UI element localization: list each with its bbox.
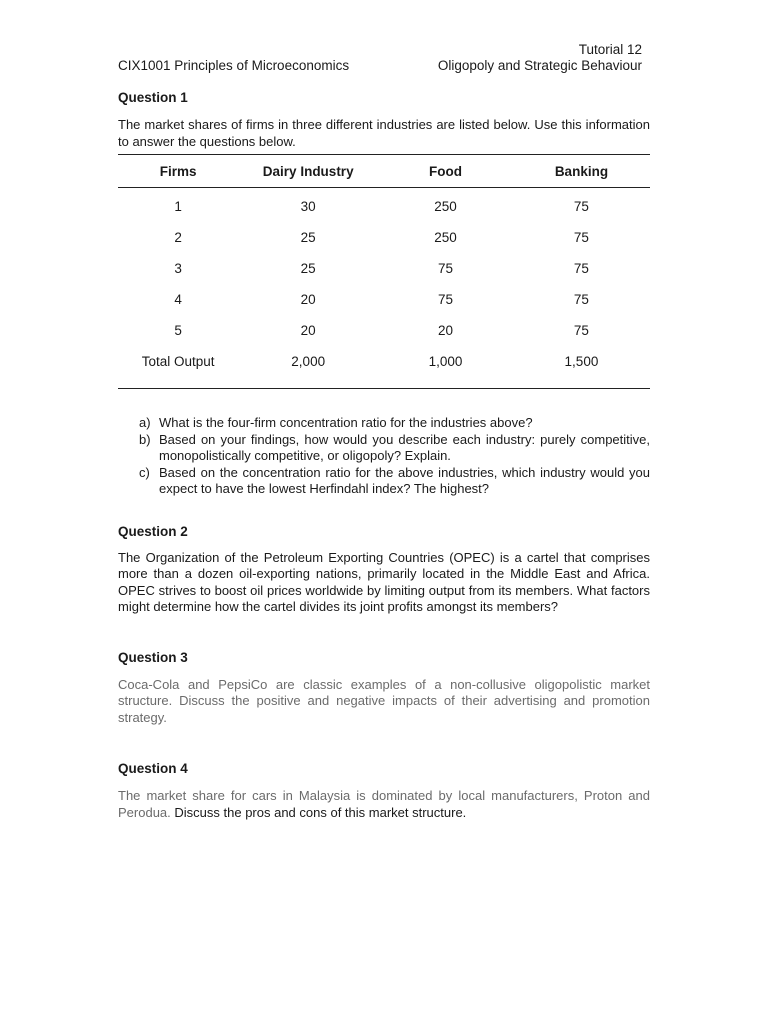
- table-row: [118, 188, 650, 223]
- question-2-heading: Question 2: [118, 523, 188, 539]
- column-header-dairy: Dairy Industry: [238, 155, 378, 188]
- table-cell: 20: [300, 292, 316, 307]
- question-4-text: [118, 788, 650, 821]
- table-cell: 75: [573, 292, 589, 307]
- question-1-parts: [118, 415, 650, 498]
- table-cell: 2,000: [291, 354, 326, 369]
- table-cell: 75: [573, 261, 589, 276]
- table-cell: 1,500: [564, 354, 599, 369]
- table-row: [118, 284, 650, 315]
- list-item-text: What is the four-firm concentration ratio for the industries above?: [159, 415, 533, 430]
- list-marker: b): [139, 431, 151, 447]
- column-header-food: Food: [378, 155, 513, 188]
- table-cell: 75: [573, 230, 589, 245]
- table-cell: 4: [174, 292, 182, 307]
- page-header: [118, 42, 650, 78]
- question-4-text-part-2: Discuss the pros and cons of this market structure.: [174, 804, 467, 820]
- table-cell: 20: [300, 323, 316, 338]
- table-row: [118, 222, 650, 253]
- table-cell: 20: [438, 323, 454, 338]
- table-cell: 250: [434, 199, 457, 214]
- tutorial-topic: Oligopoly and Strategic Behaviour: [437, 58, 642, 73]
- table-cell: 250: [434, 230, 457, 245]
- table-cell: 5: [174, 323, 182, 338]
- list-item-text: Based on the concentration ratio for the above industries, which industry would you expect to have the lowest Herfindahl index? The highest?: [159, 464, 650, 496]
- table-cell: 1,000: [428, 354, 463, 369]
- question-3-text: Coca-Cola and PepsiCo are classic examples of a non-collusive oligopolistic market structure. Discuss the positive and negative impacts of their advertising and promotion strategy.: [118, 676, 650, 725]
- table-cell: 2: [174, 230, 182, 245]
- column-header-firms: Firms: [118, 155, 238, 188]
- tutorial-number: Tutorial 12: [578, 42, 642, 57]
- question-4-heading: Question 4: [118, 761, 188, 776]
- list-item: [118, 465, 650, 498]
- question-4-text-part-1: The market share for cars in Malaysia is dominated by local manufacturers, Proton and Perodua.: [118, 788, 650, 820]
- table-cell: 1: [174, 199, 182, 214]
- list-item: [118, 415, 650, 432]
- list-marker: a): [139, 415, 151, 430]
- list-item-text: Based on your findings, how would you describe each industry: purely competitive, monopolistically competitive, or oligopoly? Explain.: [159, 431, 650, 463]
- question-1-intro: The market shares of firms in three different industries are listed below. Use this information to answer the questions below.: [118, 117, 650, 149]
- table-cell: Total Output: [141, 354, 215, 369]
- table-cell: 75: [573, 199, 589, 214]
- list-marker: c): [139, 464, 150, 480]
- market-share-table: [118, 154, 650, 389]
- table-cell: 75: [573, 323, 589, 338]
- column-header-banking: Banking: [513, 155, 650, 188]
- course-title: CIX1001 Principles of Microeconomics: [118, 58, 350, 73]
- table-row: [118, 253, 650, 284]
- table-cell: 30: [300, 199, 316, 214]
- table-cell: 75: [438, 261, 454, 276]
- table-cell: 75: [438, 292, 454, 307]
- list-item: [118, 432, 650, 465]
- question-1-heading: Question 1: [118, 90, 188, 105]
- table-cell: 25: [300, 230, 316, 245]
- table-row: [118, 315, 650, 346]
- table-header-row: [118, 155, 650, 188]
- question-2-text: The Organization of the Petroleum Exporting Countries (OPEC) is a cartel that comprises more than a dozen oil-exporting nations, primarily located in the Middle East and Africa. OPEC strives to boost oil prices worldwide by limiting output from its members. What factors might determine how the cartel divides its joint profits amongst its members?: [118, 549, 650, 614]
- table-cell: 25: [300, 261, 316, 276]
- table-cell: 3: [174, 261, 182, 276]
- table-total-row: [118, 346, 650, 389]
- document-page: [118, 42, 650, 821]
- question-3-heading: Question 3: [118, 649, 188, 665]
